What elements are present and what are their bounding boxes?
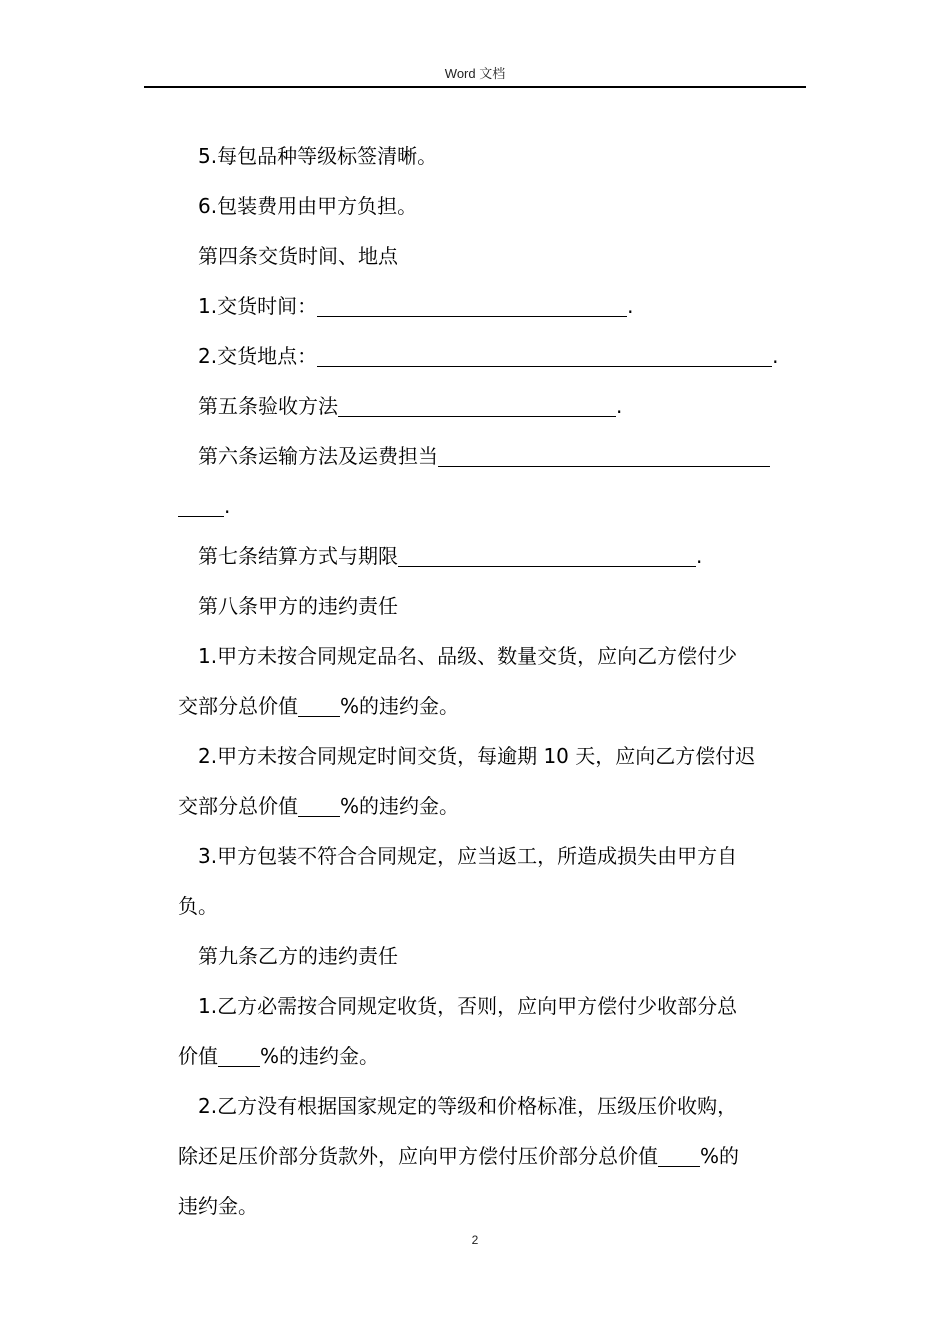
blank-underline bbox=[338, 415, 616, 417]
paragraph: 违约金。 bbox=[178, 1194, 258, 1218]
paragraph bbox=[178, 1131, 806, 1181]
paragraph: 2.乙方没有根据国家规定的等级和价格标准，压级压价收购， bbox=[198, 1094, 738, 1118]
paragraph bbox=[178, 281, 806, 331]
text: %的违约金。 bbox=[340, 794, 460, 818]
paragraph: 负。 bbox=[178, 894, 218, 918]
blank-underline bbox=[317, 315, 627, 317]
blank-underline bbox=[438, 465, 770, 467]
line-end: . bbox=[696, 544, 703, 568]
blank-underline bbox=[298, 715, 340, 717]
line-end: . bbox=[627, 294, 634, 318]
paragraph bbox=[178, 481, 806, 531]
line-end: . bbox=[772, 344, 779, 368]
paragraph bbox=[178, 1031, 806, 1081]
field-label: 1.交货时间： bbox=[198, 294, 318, 318]
document-body bbox=[178, 131, 806, 1231]
blank-underline bbox=[218, 1065, 260, 1067]
paragraph bbox=[178, 781, 806, 831]
section-heading: 第五条验收方法 bbox=[198, 394, 338, 418]
paragraph bbox=[178, 681, 806, 731]
text: %的 bbox=[700, 1144, 740, 1168]
section-heading: 第六条运输方法及运费担当 bbox=[198, 444, 438, 468]
line-end: . bbox=[224, 494, 231, 518]
page-number: 2 bbox=[471, 1233, 479, 1247]
paragraph: 3.甲方包装不符合合同规定，应当返工，所造成损失由甲方自 bbox=[198, 844, 738, 868]
field-label: 2.交货地点： bbox=[198, 344, 318, 368]
blank-underline bbox=[658, 1165, 700, 1167]
page-header: Word 文档 bbox=[444, 66, 506, 81]
text: 交部分总价值 bbox=[178, 794, 298, 818]
paragraph: 1.乙方必需按合同规定收货，否则，应向甲方偿付少收部分总 bbox=[198, 994, 738, 1018]
paragraph bbox=[178, 531, 806, 581]
paragraph bbox=[178, 381, 806, 431]
text: 交部分总价值 bbox=[178, 694, 298, 718]
section-heading: 第九条乙方的违约责任 bbox=[198, 944, 398, 968]
text: 价值 bbox=[178, 1044, 218, 1068]
blank-underline bbox=[398, 565, 696, 567]
blank-underline bbox=[317, 365, 772, 367]
paragraph: 2.甲方未按合同规定时间交货，每逾期 10 天，应向乙方偿付迟 bbox=[198, 744, 756, 768]
header-rule bbox=[144, 86, 806, 88]
blank-underline bbox=[298, 815, 340, 817]
paragraph: 5.每包品种等级标签清晰。 bbox=[198, 144, 438, 168]
blank-underline bbox=[178, 515, 224, 517]
text: 除还足压价部分货款外，应向甲方偿付压价部分总价值 bbox=[178, 1144, 658, 1168]
line-end: . bbox=[616, 394, 623, 418]
paragraph: 1.甲方未按合同规定品名、品级、数量交货，应向乙方偿付少 bbox=[198, 644, 738, 668]
paragraph bbox=[178, 331, 806, 381]
section-heading: 第七条结算方式与期限 bbox=[198, 544, 398, 568]
text: %的违约金。 bbox=[340, 694, 460, 718]
paragraph bbox=[178, 431, 806, 481]
section-heading: 第四条交货时间、地点 bbox=[198, 244, 398, 268]
section-heading: 第八条甲方的违约责任 bbox=[198, 594, 398, 618]
paragraph: 6.包装费用由甲方负担。 bbox=[198, 194, 418, 218]
text: %的违约金。 bbox=[260, 1044, 380, 1068]
